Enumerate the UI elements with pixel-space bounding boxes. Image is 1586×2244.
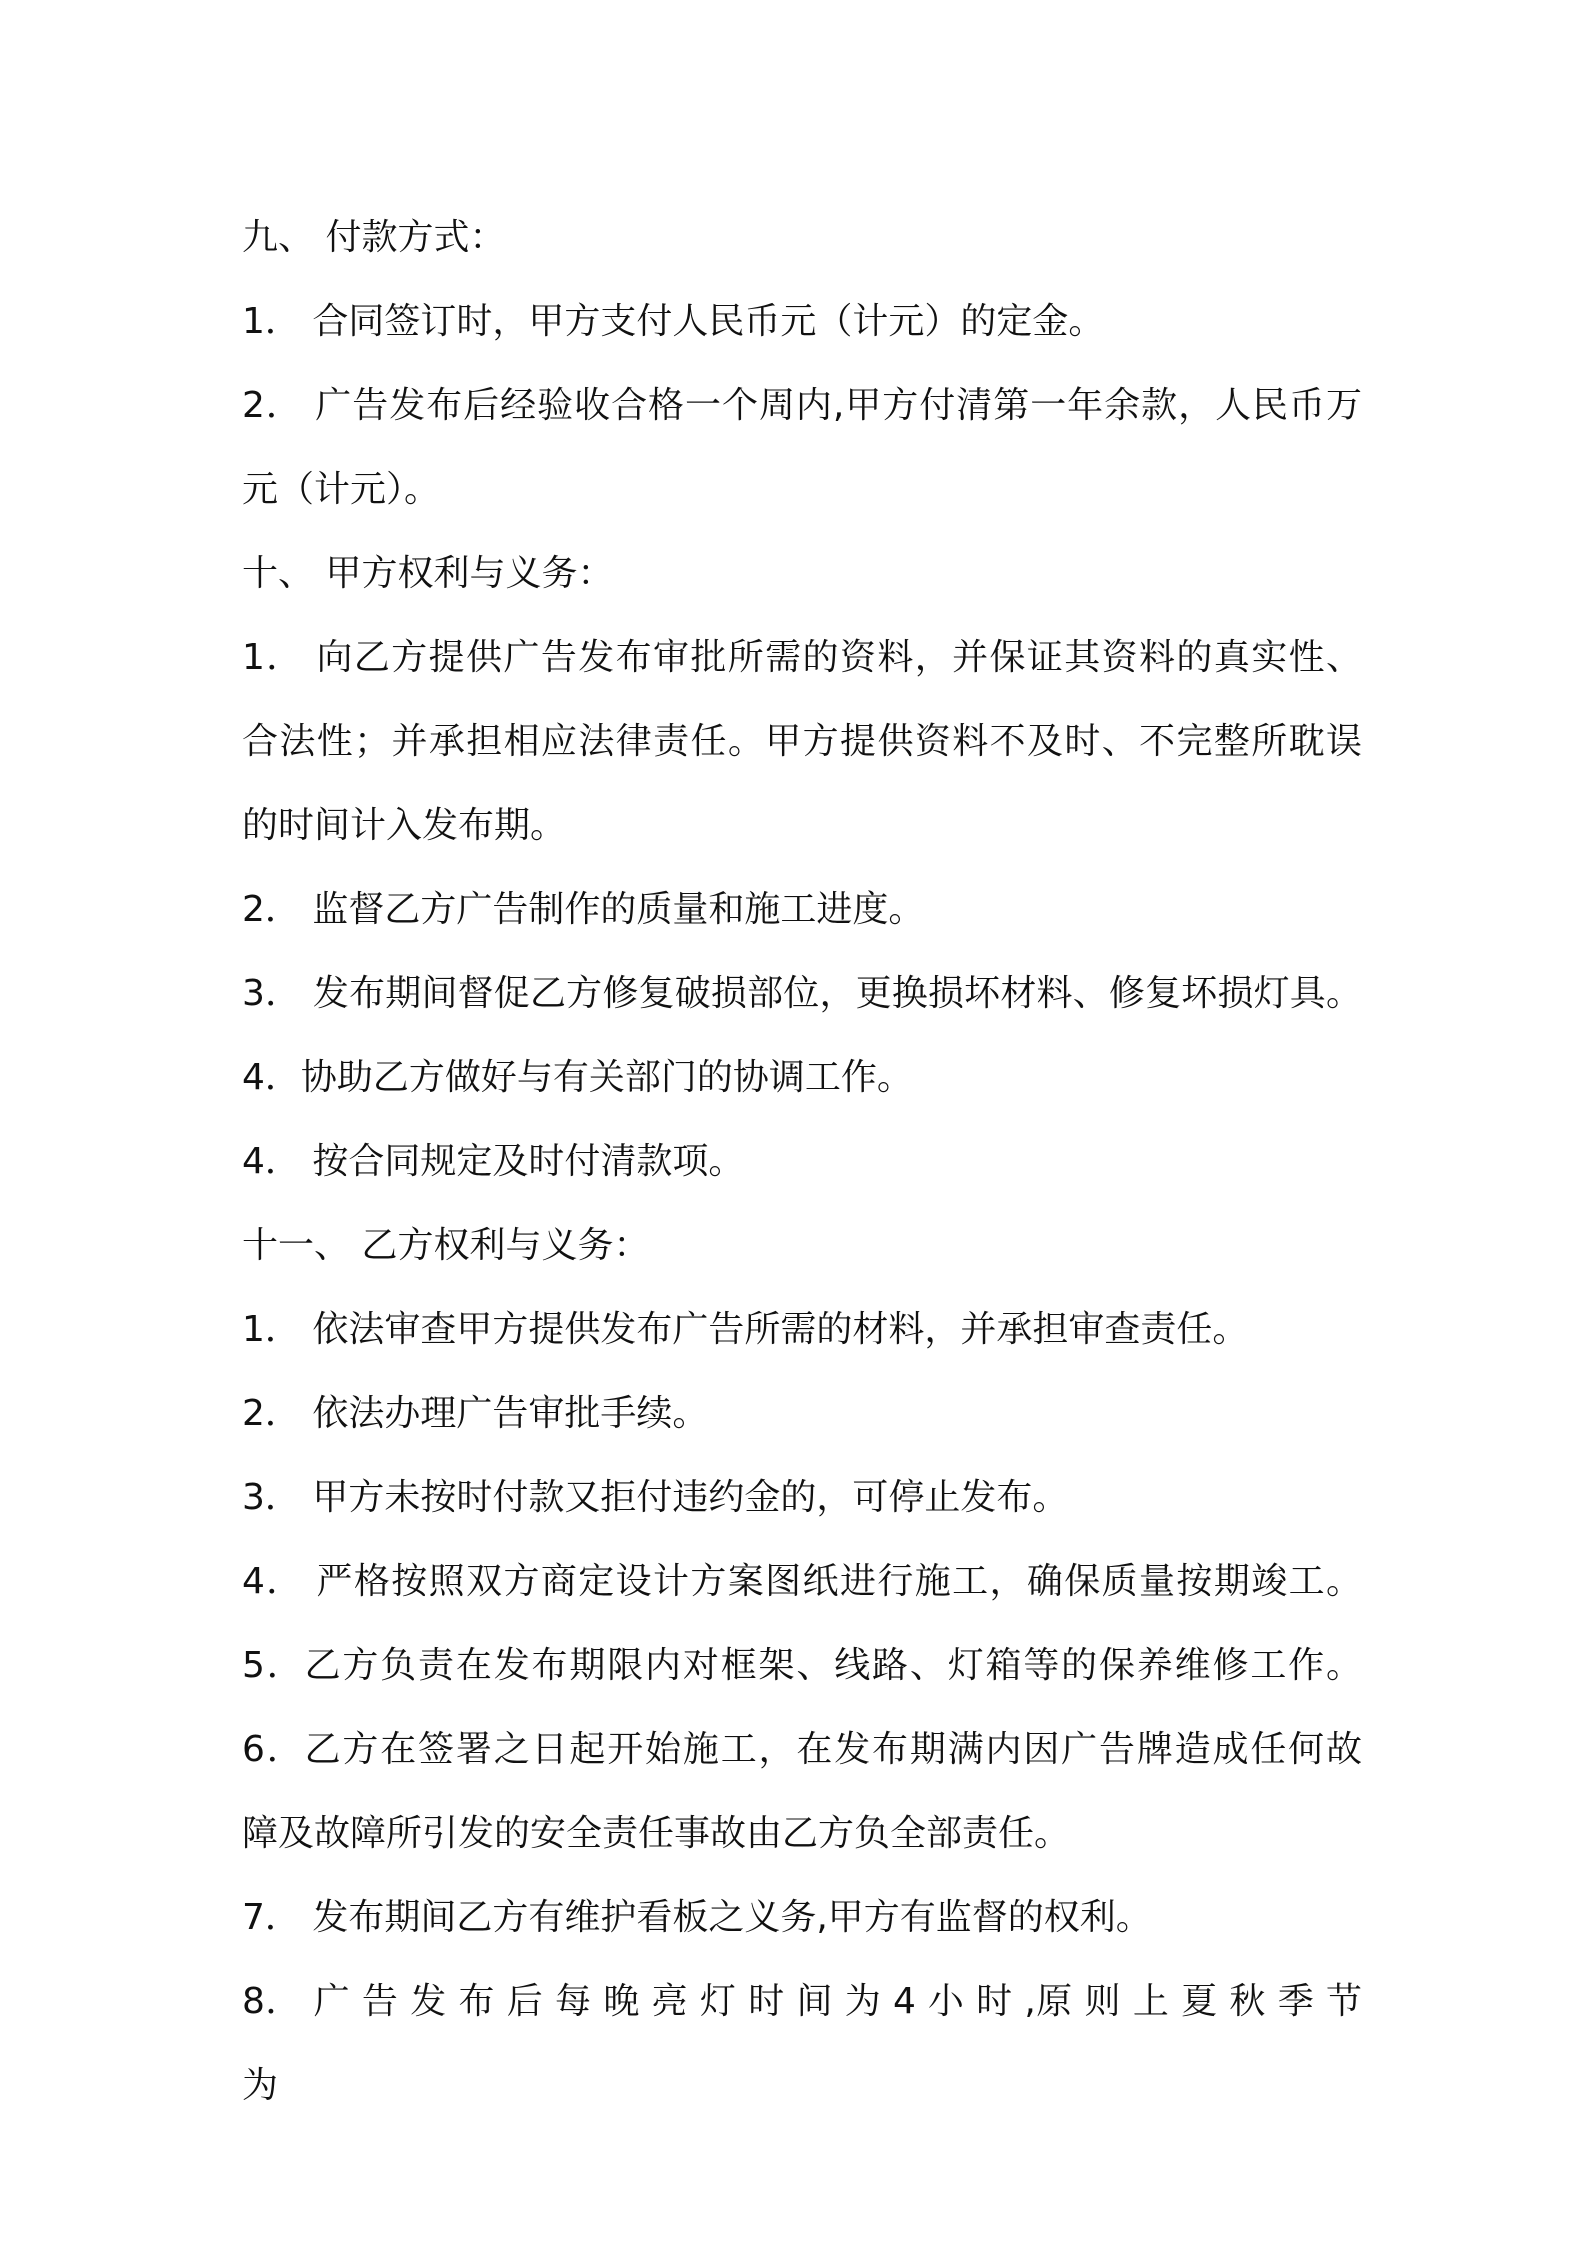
clause-line: 3． 发布期间督促乙方修复破损部位，更换损坏材料、修复坏损灯具。 [242, 973, 1362, 1014]
clause-line: 障及故障所引发的安全责任事故由乙方负全部责任。 [242, 1813, 1071, 1854]
section-heading: 十一、 乙方权利与义务： [242, 1225, 650, 1266]
clause-line: 5．乙方负责在发布期限内对框架、线路、灯箱等的保养维修工作。 [242, 1645, 1362, 1686]
clause-line: 2． 依法办理广告审批手续。 [242, 1393, 709, 1434]
clause-line: 6．乙方在签署之日起开始施工，在发布期满内因广告牌造成任何故 [242, 1729, 1362, 1770]
clause-line: 1． 依法审查甲方提供发布广告所需的材料，并承担审查责任。 [242, 1309, 1249, 1350]
clause-line: 1． 合同签订时，甲方支付人民币元（计元）的定金。 [242, 301, 1105, 342]
clause-line: 4．协助乙方做好与有关部门的协调工作。 [242, 1057, 913, 1098]
clause-line: 合法性；并承担相应法律责任。甲方提供资料不及时、不完整所耽误 [242, 721, 1362, 762]
clause-line: 的时间计入发布期。 [242, 805, 567, 846]
clause-line: 4． 严格按照双方商定设计方案图纸进行施工，确保质量按期竣工。 [242, 1561, 1362, 1602]
clause-line: 8． 广 告 发 布 后 每 晚 亮 灯 时 间 为 4 小 时 ,原 则 上 夏 秋 季 节 为 [242, 1981, 1362, 2106]
clause-line: 1． 向乙方提供广告发布审批所需的资料，并保证其资料的真实性、 [242, 637, 1362, 678]
clause-line: 7． 发布期间乙方有维护看板之义务,甲方有监督的权利。 [242, 1897, 1152, 1938]
clause-line: 4． 按合同规定及时付清款项。 [242, 1141, 745, 1182]
clause-line: 2． 广告发布后经验收合格一个周内,甲方付清第一年余款，人民币万 [242, 385, 1362, 426]
clause-line: 元（计元）。 [242, 469, 441, 510]
document-page [242, 196, 1362, 2106]
section-heading: 九、 付款方式： [242, 217, 506, 258]
clause-line: 2． 监督乙方广告制作的质量和施工进度。 [242, 889, 925, 930]
section-heading: 十、 甲方权利与义务： [242, 553, 614, 594]
clause-line: 3． 甲方未按时付款又拒付违约金的，可停止发布。 [242, 1477, 1069, 1518]
